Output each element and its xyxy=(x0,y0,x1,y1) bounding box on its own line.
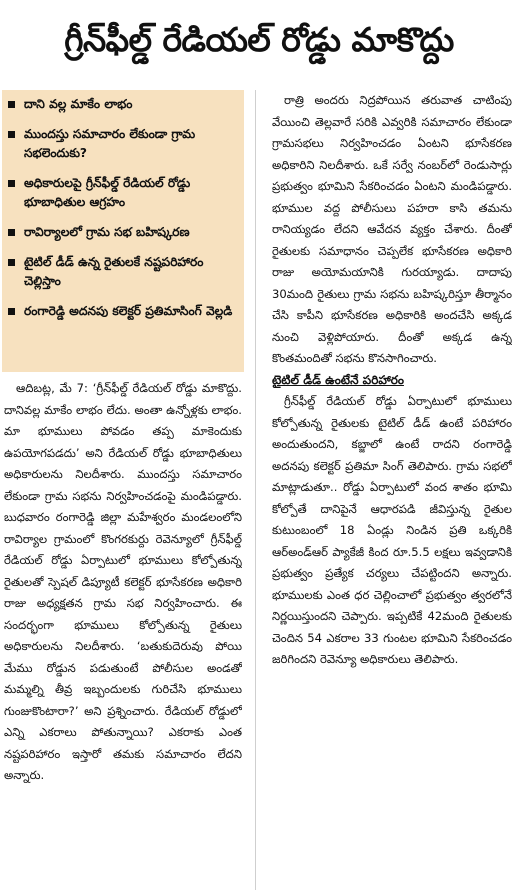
highlight-item xyxy=(8,95,240,114)
section-subheading: టైటిల్ డీడ్ ఉంటేనే పరిహారం xyxy=(272,372,404,387)
highlight-item xyxy=(8,125,240,163)
headline: గ్రీన్‌ఫీల్డ్ రేడియల్ రోడ్డు మాకొద్దు xyxy=(64,20,454,59)
bullet-square-icon xyxy=(8,131,15,138)
highlight-item xyxy=(8,302,240,321)
highlight-text: అధికారులపై గ్రీన్‌ఫీల్డ్ రేడియల్ రోడ్డు భూబాధితుల ఆగ్రహం xyxy=(24,176,191,209)
highlight-text: టైటిల్ డీడ్ ఉన్న రైతులకే నష్టపరిహారం చెల్లిస్తాం xyxy=(24,255,204,288)
article-column-left xyxy=(4,378,242,890)
bullet-square-icon xyxy=(8,308,15,315)
bullet-square-icon xyxy=(8,229,15,236)
highlight-item xyxy=(8,253,240,291)
highlight-item xyxy=(8,174,240,212)
highlight-text: దాని వల్ల మాకేం లాభం xyxy=(24,97,133,111)
highlights-box xyxy=(2,90,244,372)
highlight-item xyxy=(8,223,240,242)
bullet-square-icon xyxy=(8,101,15,108)
highlight-text: ముందస్తు సమాచారం లేకుండా గ్రామ సభలెందుకు? xyxy=(24,127,196,160)
bullet-square-icon xyxy=(8,180,15,187)
highlight-text: రావిర్యాలలో గ్రామ సభ బహిష్కరణ xyxy=(24,225,190,239)
article-column-right xyxy=(272,90,512,890)
column-divider xyxy=(255,90,256,890)
bullet-square-icon xyxy=(8,259,15,266)
article-paragraph: ఆదిబట్ల, మే 7: ‘గ్రీన్‌ఫీల్డ్ రేడియల్ రోడ్డు మాకొద్దు. దానివల్ల మాకేం లాభం లేదు. అంతా ఉన్నోళ్లకు లాభం. మా భూములు పోవడం తప్ప మాకెందుకు ఉపయోగపడదు’ అని రేడియల్ రోడ్డు భూబాధితులు అధికారులను నిలదీశారు. ముందస్తు సమాచారం లేకుండా గ్రామ సభను నిర్వహించడంపై మండిపడ్డారు. బుధవారం రంగారెడ్డి జిల్లా మహేశ్వరం మండలంలోని రావిర్యాల గ్రామంలో కొంగరకుర్దు రెవెన్యూలో గ్రీన్‌ఫీల్డ్ రేడియల్ రోడ్డు ఏర్పాటులో భూములు కోల్పోతున్న రైతులతో స్పెషల్ డిప్యూటీ కలెక్టర్ భూసేకరణ అధికారి రాజు అధ్యక్షతన గ్రామ సభ నిర్వహించారు. ఈ సందర్భంగా భూములు కోల్పోతున్న రైతులు అధికారులను నిలదీశారు. ‘బతుకుదెరువు పోయి మేము రోడ్డున పడుతుంటే పోలీసుల అండతో మమ్మల్ని తీవ్ర ఇబ్బందులకు గురిచేసి భూములు గుంజుకొంటారా?’ అని ప్రశ్నించారు. రేడియల్ రోడ్డులో ఎన్ని ఎకరాలు పోతున్నాయి? ఎకరాకు ఎంత నష్టపరిహారం ఇస్తారో తమకు సమాచారం లేదని అన్నారు. xyxy=(4,381,242,782)
article-paragraph: గ్రీన్‌ఫీల్డ్ రేడియల్ రోడ్డు ఏర్పాటులో భూములు కోల్పోతున్న రైతులకు టైటిల్ డీడ్ ఉంటే పరిహారం అందుతుందని, కబ్జాలో ఉంటే రాదని రంగారెడ్డి అదనపు కలెక్టర్ ప్రతిమా సింగ్ తెలిపారు. గ్రామ సభలో మాట్లాడుతూ.. రోడ్డు ఏర్పాటులో వంద శాతం భూమి కోల్పోతే దానిపైనే ఆధారపడి జీవిస్తున్న రైతుల కుటుంబంలో 18 ఏండ్లు నిండిన ప్రతి ఒక్కరికి ఆర్‌అండ్‌ఆర్ ప్యాకేజీ కింద రూ.5.5 లక్షలు ఇవ్వడానికి ప్రభుత్వం ప్రత్యేక చర్యలు చేపట్టిందని అన్నారు. భూములకు ఎంత ధర చెల్లించాలో ప్రభుత్వం త్వరలోనే నిర్ణయిస్తుందని చెప్పారు. ఇప్పటికే 42మంది రైతులకు చెందిన 54 ఎకరాల 33 గుంటల భూమిని సేకరించడం జరిగిందని రెవెన్యూ అధికారులు తెలిపారు. xyxy=(272,394,512,666)
article-paragraph: రాత్రి అందరు నిద్రపోయిన తరువాత చాటింపు వేయించి తెల్లవారే సరికి ఎవ్వరికి సమాచారం లేకుండా గ్రామసభలు నిర్వహించడం ఏంటని భూసేకరణ అధికారిని నిలదీశారు. ఒకే సర్వే నంబర్‌లో రెండుసార్లు ప్రభుత్వం భూమిని సేకరించడం ఏంటని మండిపడ్డారు. భూముల వద్ద పోలీసులు పహరా కాసి తమను రానియ్యడం లేదని ఆవేదన వ్యక్తం చేశారు. దీంతో రైతులకు సమాధానం చెప్పలేక భూసేకరణ అధికారి రాజు అయోమయానికి గురయ్యాడు. దాదాపు 30మంది రైతులు గ్రామ సభను బహిష్కరిస్తూ తీర్మానం చేసి కాపీని భూసేకరణ అధికారికి అందచేసి అక్కడ నుంచి వెళ్లిపోయారు. దీంతో అక్కడ ఉన్న కొంతమందితో సభను కొనసాగించారు. xyxy=(272,93,512,365)
highlight-text: రంగారెడ్డి అదనపు కలెక్టర్ ప్రతిమాసింగ్ వెల్లడి xyxy=(24,304,233,318)
